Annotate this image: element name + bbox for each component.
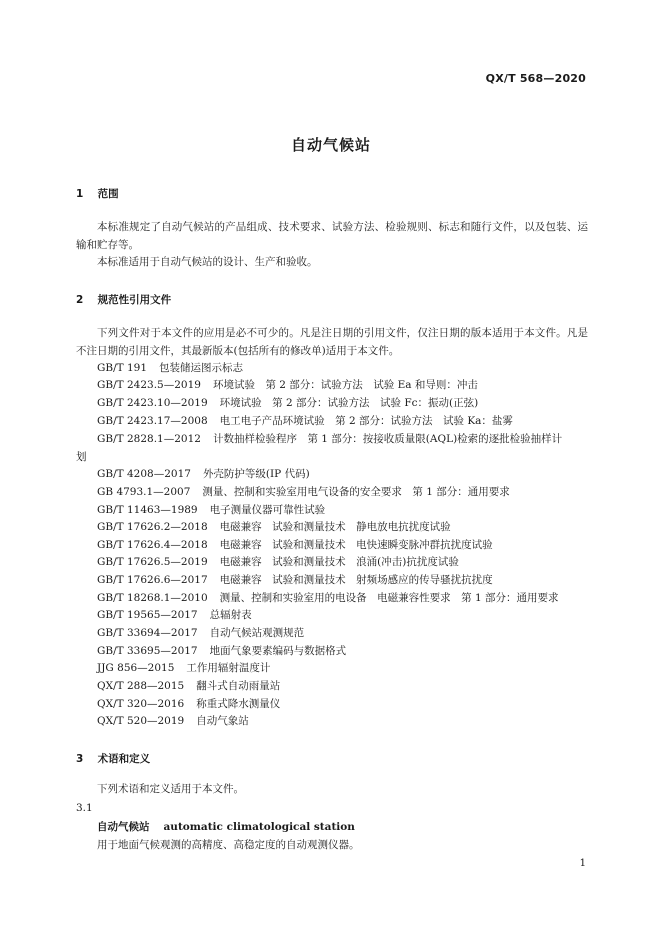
section-number: 3 xyxy=(76,753,84,765)
reference-title: 环境试验 第 2 部分：试验方法 试验 Ea 和导则：冲击 xyxy=(212,379,478,391)
reference-code: QX/T 520—2019 xyxy=(97,715,185,727)
reference-title: 测量、控制和实验室用电气设备的安全要求 第 1 部分：通用要求 xyxy=(202,486,510,498)
reference-code: GB/T 18268.1—2010 xyxy=(97,592,208,604)
reference-item xyxy=(97,554,459,569)
section-2-paragraph-1: 下列文件对于本文件的应用是必不可少的。凡是注日期的引用文件，仅注日期的版本适用于本文件。凡是不注日期的引用文件，其最新版本(包括所有的修改单)适用于本文件。 xyxy=(76,327,588,357)
reference-code: GB/T 33695—2017 xyxy=(97,645,198,657)
reference-code: GB/T 2828.1—2012 xyxy=(97,433,201,445)
reference-title: 自动气象站 xyxy=(196,715,249,727)
reference-item xyxy=(97,466,310,481)
section-title: 规范性引用文件 xyxy=(97,294,172,306)
reference-title: 电磁兼容 试验和测量技术 浪涌(冲击)抗扰度试验 xyxy=(219,556,459,568)
term-definition: 用于地面气候观测的高精度、高稳定度的自动观测仪器。 xyxy=(97,839,360,851)
reference-item xyxy=(97,607,252,622)
section-2-heading xyxy=(76,292,171,307)
document-title: 自动气候站 xyxy=(290,136,371,154)
reference-title: 测量、控制和实验室用的电设备 电磁兼容性要求 第 1 部分：通用要求 xyxy=(219,592,559,604)
section-3-paragraph-1: 下列术语和定义适用于本文件。 xyxy=(97,783,244,795)
reference-title: 地面气象要素编码与数据格式 xyxy=(209,645,347,657)
clause-number: 3.1 xyxy=(76,802,93,814)
section-title: 术语和定义 xyxy=(97,753,151,765)
reference-item xyxy=(97,590,558,605)
reference-item xyxy=(97,713,249,728)
reference-item xyxy=(97,537,493,552)
page-number: 1 xyxy=(579,858,586,869)
reference-code: JJG 856—2015 xyxy=(97,662,175,674)
section-title: 范围 xyxy=(97,188,119,200)
reference-item xyxy=(97,660,270,675)
section-number: 2 xyxy=(76,294,84,306)
reference-title: 环境试验 第 2 部分：试验方法 试验 Fc：振动(正弦) xyxy=(219,397,479,409)
standard-code: QX/T 568—2020 xyxy=(485,72,586,85)
reference-title: 电磁兼容 试验和测量技术 电快速瞬变脉冲群抗扰度试验 xyxy=(219,539,493,551)
section-3-heading xyxy=(76,751,150,766)
reference-code: GB/T 4208—2017 xyxy=(97,468,191,480)
reference-code: GB 4793.1—2007 xyxy=(97,486,191,498)
reference-item xyxy=(97,360,243,375)
reference-item xyxy=(97,696,280,711)
reference-code: GB/T 17626.5—2019 xyxy=(97,556,208,568)
reference-code: GB/T 19565—2017 xyxy=(97,609,198,621)
reference-item xyxy=(97,377,478,392)
term-entry xyxy=(97,819,355,834)
reference-item xyxy=(97,519,451,534)
reference-item xyxy=(97,678,280,693)
reference-code: GB/T 2423.5—2019 xyxy=(97,379,201,391)
reference-title: 电磁兼容 试验和测量技术 静电放电抗扰度试验 xyxy=(219,521,451,533)
reference-item xyxy=(97,484,510,499)
reference-code: QX/T 320—2016 xyxy=(97,698,185,710)
reference-title: 自动气候站观测规范 xyxy=(209,627,305,639)
reference-code: QX/T 288—2015 xyxy=(97,680,185,692)
reference-code: GB/T 2423.17—2008 xyxy=(97,415,208,427)
reference-code: GB/T 191 xyxy=(97,362,148,374)
reference-title: 包装储运图示标志 xyxy=(159,362,244,374)
reference-code: GB/T 17626.2—2018 xyxy=(97,521,208,533)
reference-item xyxy=(97,502,325,517)
reference-code: GB/T 2423.10—2019 xyxy=(97,397,208,409)
reference-code: GB/T 11463—1989 xyxy=(97,504,198,516)
reference-title: 电工电子产品环境试验 第 2 部分：试验方法 试验 Ka：盐雾 xyxy=(219,415,513,427)
reference-title: 外壳防护等级(IP 代码) xyxy=(202,468,310,480)
reference-item xyxy=(97,395,478,410)
reference-title: 工作用辐射温度计 xyxy=(186,662,271,674)
reference-title: 电磁兼容 试验和测量技术 射频场感应的传导骚扰抗扰度 xyxy=(219,574,493,586)
reference-title: 称重式降水测量仪 xyxy=(196,698,281,710)
reference-code: GB/T 33694—2017 xyxy=(97,627,198,639)
reference-title: 总辐射表 xyxy=(209,609,252,621)
reference-title: 计数抽样检验程序 第 1 部分：按接收质量限(AQL)检索的逐批检验抽样计划 xyxy=(76,433,563,463)
reference-item xyxy=(76,431,567,466)
reference-item xyxy=(97,572,493,587)
section-1-paragraph-2: 本标准适用于自动气候站的设计、生产和验收。 xyxy=(97,256,318,268)
section-1-heading xyxy=(76,186,119,201)
reference-item xyxy=(97,643,346,658)
section-1-paragraph-1: 本标准规定了自动气候站的产品组成、技术要求、试验方法、检验规则、标志和随行文件，以及包装、运输和贮存等。 xyxy=(76,221,588,251)
reference-code: GB/T 17626.6—2017 xyxy=(97,574,208,586)
reference-item xyxy=(97,413,513,428)
reference-item xyxy=(97,625,304,640)
reference-title: 翻斗式自动雨量站 xyxy=(196,680,281,692)
term-chinese: 自动气候站 xyxy=(97,821,150,833)
reference-title: 电子测量仪器可靠性试验 xyxy=(209,504,326,516)
reference-code: GB/T 17626.4—2018 xyxy=(97,539,208,551)
section-number: 1 xyxy=(76,188,84,200)
term-english: automatic climatological station xyxy=(163,821,355,833)
